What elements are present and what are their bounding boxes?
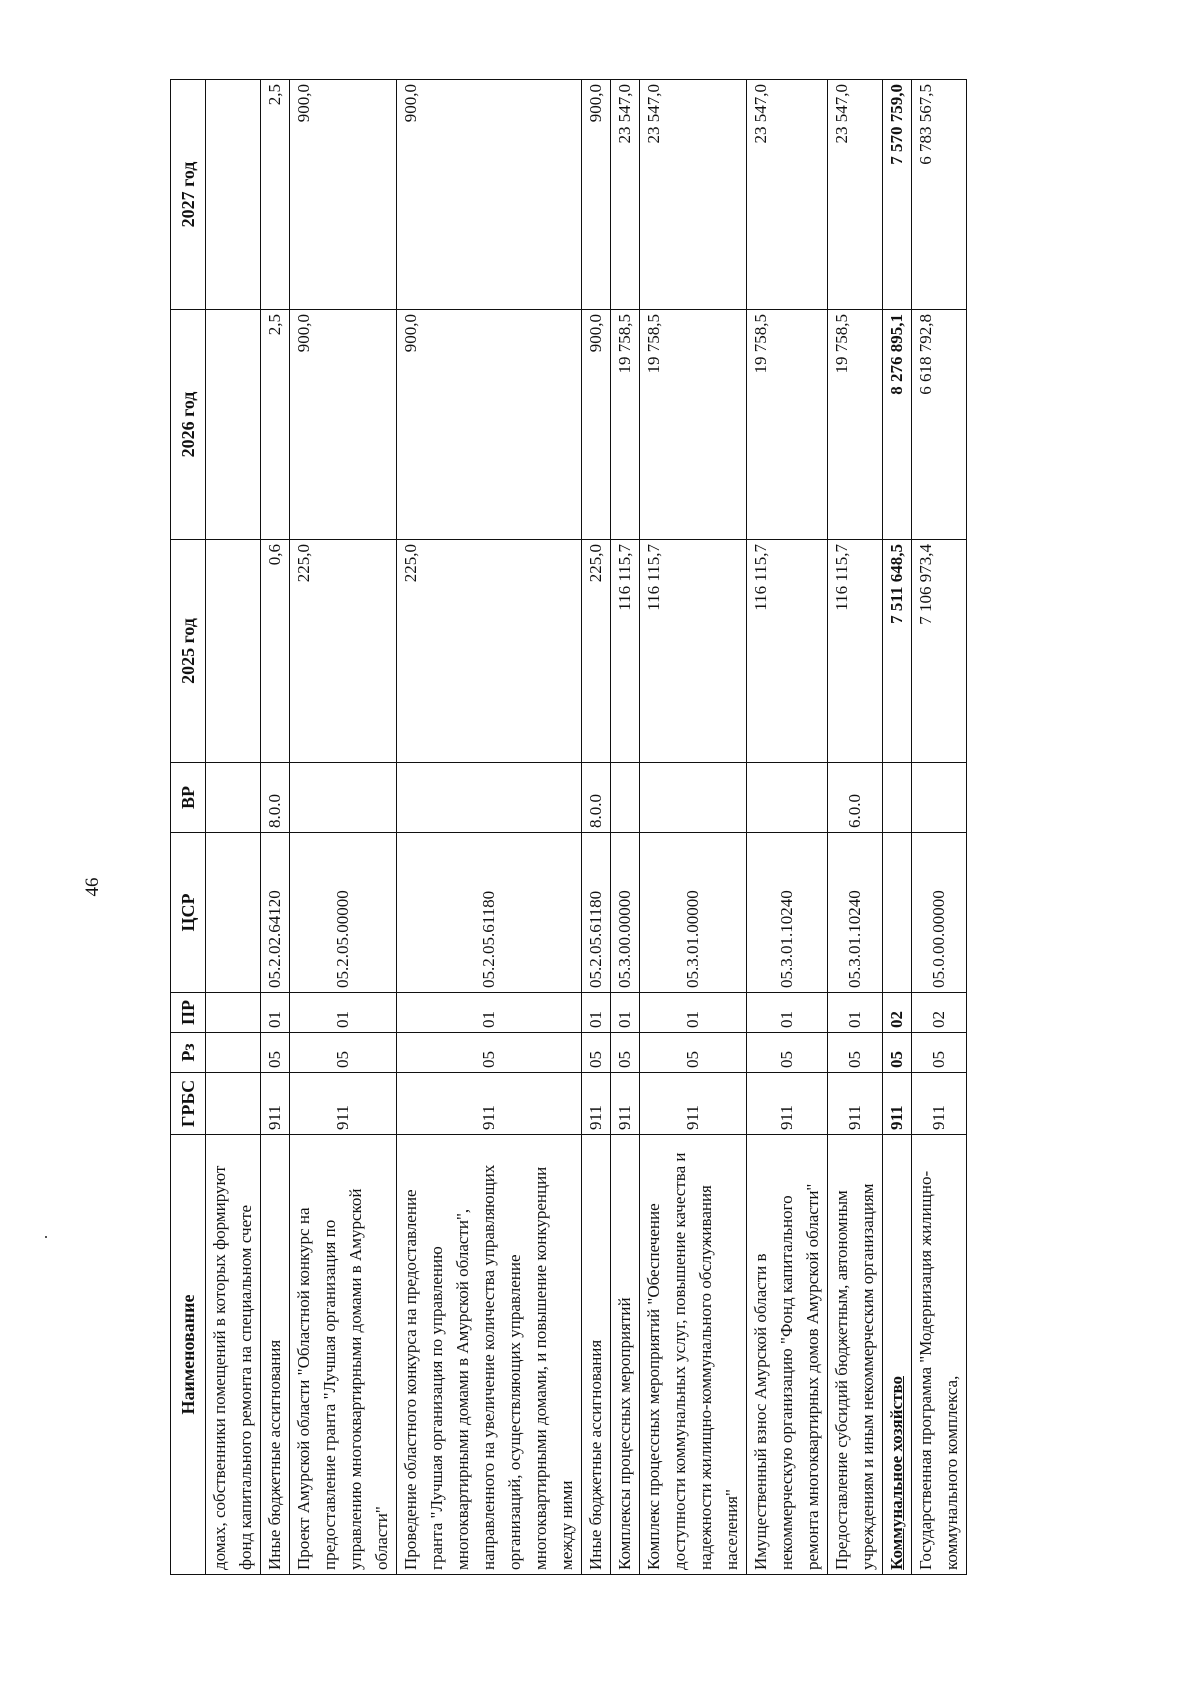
table-header-row	[171, 80, 206, 1575]
table-cell-csr: 05.2.05.61180	[582, 833, 611, 993]
table-cell-y2027: 900,0	[582, 80, 611, 310]
table-cell-y2025: 225,0	[290, 540, 397, 763]
table-cell-vr	[883, 763, 912, 833]
table-cell-name: Имущественный взнос Амурской области в некоммерческую организацию "Фонд капитального ремонта многоквартирных домов Амурской области"	[747, 1135, 828, 1575]
scan-dot	[45, 1236, 47, 1238]
table-wrapper	[170, 80, 1200, 1575]
table-cell-name: Коммунальное хозяйство	[883, 1135, 912, 1575]
table-cell-name: Проект Амурской области "Областной конкурс на предоставление гранта "Лучшая организация по управлению многоквартирными домами в Амурской области"	[290, 1135, 397, 1575]
table-cell-vr: 6.0.0	[828, 763, 883, 833]
table-cell-pr: 01	[747, 993, 828, 1033]
table-cell-rz: 05	[912, 1033, 967, 1073]
table-cell-pr: 02	[883, 993, 912, 1033]
table-cell-y2026: 900,0	[582, 310, 611, 540]
table-cell-grbs: 911	[261, 1073, 290, 1135]
col-2027-header: 2027 год	[171, 80, 206, 310]
table-cell-y2025	[206, 540, 261, 763]
col-csr-header: ЦСР	[171, 833, 206, 993]
col-grbs-header: ГРБС	[171, 1073, 206, 1135]
table-cell-rz: 05	[747, 1033, 828, 1073]
table-cell-grbs: 911	[747, 1073, 828, 1135]
table-row	[828, 80, 883, 1575]
table-cell-y2027: 23 547,0	[828, 80, 883, 310]
table-cell-rz	[206, 1033, 261, 1073]
table-row	[611, 80, 640, 1575]
table-cell-y2026: 900,0	[397, 310, 582, 540]
table-cell-rz: 05	[261, 1033, 290, 1073]
table-cell-pr: 01	[611, 993, 640, 1033]
table-cell-y2027: 23 547,0	[640, 80, 747, 310]
table-cell-rz: 05	[397, 1033, 582, 1073]
table-cell-grbs: 911	[582, 1073, 611, 1135]
table-row	[582, 80, 611, 1575]
col-2026-header: 2026 год	[171, 310, 206, 540]
table-cell-y2027: 900,0	[397, 80, 582, 310]
table-cell-pr: 01	[261, 993, 290, 1033]
table-cell-vr: 8.0.0	[582, 763, 611, 833]
table-cell-rz: 05	[828, 1033, 883, 1073]
col-name-header: Наименование	[171, 1135, 206, 1575]
table-cell-y2027: 23 547,0	[747, 80, 828, 310]
table-cell-grbs: 911	[640, 1073, 747, 1135]
table-cell-pr: 01	[397, 993, 582, 1033]
table-cell-rz: 05	[640, 1033, 747, 1073]
table-cell-pr: 01	[828, 993, 883, 1033]
table-row	[397, 80, 582, 1575]
table-cell-grbs: 911	[611, 1073, 640, 1135]
table-cell-grbs: 911	[828, 1073, 883, 1135]
table-cell-y2025: 225,0	[397, 540, 582, 763]
table-cell-y2027: 6 783 567,5	[912, 80, 967, 310]
table-cell-y2026	[206, 310, 261, 540]
table-cell-y2027: 23 547,0	[611, 80, 640, 310]
table-row	[290, 80, 397, 1575]
table-cell-y2025: 7 106 973,4	[912, 540, 967, 763]
table-cell-pr: 01	[582, 993, 611, 1033]
table-row	[261, 80, 290, 1575]
table-cell-y2027: 2,5	[261, 80, 290, 310]
table-cell-csr: 05.2.05.00000	[290, 833, 397, 993]
table-cell-grbs: 911	[397, 1073, 582, 1135]
table-cell-grbs: 911	[290, 1073, 397, 1135]
table-cell-y2027	[206, 80, 261, 310]
table-cell-name: Государственная программа "Модернизация жилищно-коммунального комплекса,	[912, 1135, 967, 1575]
table-cell-name: Предоставление субсидий бюджетным, автономным учреждениям и иным некоммерческим организациям	[828, 1135, 883, 1575]
table-cell-y2026: 19 758,5	[828, 310, 883, 540]
table-cell-rz: 05	[290, 1033, 397, 1073]
table-cell-y2026: 900,0	[290, 310, 397, 540]
table-cell-name: Комплексы процессных мероприятий	[611, 1135, 640, 1575]
table-cell-name: Иные бюджетные ассигнования	[261, 1135, 290, 1575]
table-cell-vr	[290, 763, 397, 833]
col-vr-header: ВР	[171, 763, 206, 833]
table-cell-csr: 05.3.01.00000	[640, 833, 747, 993]
col-2025-header: 2025 год	[171, 540, 206, 763]
table-row	[747, 80, 828, 1575]
budget-table	[170, 79, 967, 1575]
table-cell-csr	[883, 833, 912, 993]
table-row	[640, 80, 747, 1575]
table-cell-rz: 05	[582, 1033, 611, 1073]
table-cell-rz: 05	[883, 1033, 912, 1073]
table-cell-csr: 05.3.00.00000	[611, 833, 640, 993]
table-cell-pr: 02	[912, 993, 967, 1033]
table-cell-name: Комплекс процессных мероприятий "Обеспечение доступности коммунальных услуг, повышение качества и надежности жилищно-коммунального обслуживания населения"	[640, 1135, 747, 1575]
table-cell-y2027: 7 570 759,0	[883, 80, 912, 310]
table-cell-y2025: 116 115,7	[747, 540, 828, 763]
table-cell-vr	[397, 763, 582, 833]
table-cell-vr	[611, 763, 640, 833]
table-cell-name: домах, собственники помещений в которых формируют фонд капитального ремонта на специальном счете	[206, 1135, 261, 1575]
table-cell-vr	[640, 763, 747, 833]
col-rz-header: Рз	[171, 1033, 206, 1073]
table-cell-rz: 05	[611, 1033, 640, 1073]
table-cell-vr	[747, 763, 828, 833]
table-cell-vr: 8.0.0	[261, 763, 290, 833]
table-cell-grbs: 911	[883, 1073, 912, 1135]
table-cell-y2025: 116 115,7	[828, 540, 883, 763]
table-cell-csr: 05.2.05.61180	[397, 833, 582, 993]
table-cell-grbs: 911	[912, 1073, 967, 1135]
table-cell-name: Иные бюджетные ассигнования	[582, 1135, 611, 1575]
table-cell-csr: 05.2.02.64120	[261, 833, 290, 993]
table-row	[206, 80, 261, 1575]
table-cell-y2026: 19 758,5	[747, 310, 828, 540]
table-cell-y2025: 7 511 648,5	[883, 540, 912, 763]
table-cell-y2025: 116 115,7	[611, 540, 640, 763]
table-cell-y2026: 2,5	[261, 310, 290, 540]
table-cell-y2026: 19 758,5	[640, 310, 747, 540]
table-cell-y2025: 225,0	[582, 540, 611, 763]
table-cell-y2027: 900,0	[290, 80, 397, 310]
col-pr-header: ПР	[171, 993, 206, 1033]
table-cell-grbs	[206, 1073, 261, 1135]
table-cell-name: Проведение областного конкурса на предоставление гранта "Лучшая организация по управлению многоквартирными домами в Амурской области", направленного на увеличение количества управляющих организаций, осуществляющих управление многоквартирными домами, и повышение конкуренции между ними	[397, 1135, 582, 1575]
table-row	[912, 80, 967, 1575]
page-number: 46	[82, 877, 103, 897]
table-cell-pr: 01	[290, 993, 397, 1033]
table-cell-vr	[206, 763, 261, 833]
table-cell-pr	[206, 993, 261, 1033]
table-cell-vr	[912, 763, 967, 833]
table-row	[883, 80, 912, 1575]
table-cell-csr: 05.3.01.10240	[747, 833, 828, 993]
table-cell-y2025: 116 115,7	[640, 540, 747, 763]
rotated-table	[170, 80, 1010, 1575]
table-cell-y2026: 19 758,5	[611, 310, 640, 540]
table-cell-pr: 01	[640, 993, 747, 1033]
table-cell-y2025: 0,6	[261, 540, 290, 763]
table-cell-csr: 05.3.01.10240	[828, 833, 883, 993]
table-cell-y2026: 6 618 792,8	[912, 310, 967, 540]
table-cell-csr: 05.0.00.00000	[912, 833, 967, 993]
table-cell-csr	[206, 833, 261, 993]
table-cell-y2026: 8 276 895,1	[883, 310, 912, 540]
